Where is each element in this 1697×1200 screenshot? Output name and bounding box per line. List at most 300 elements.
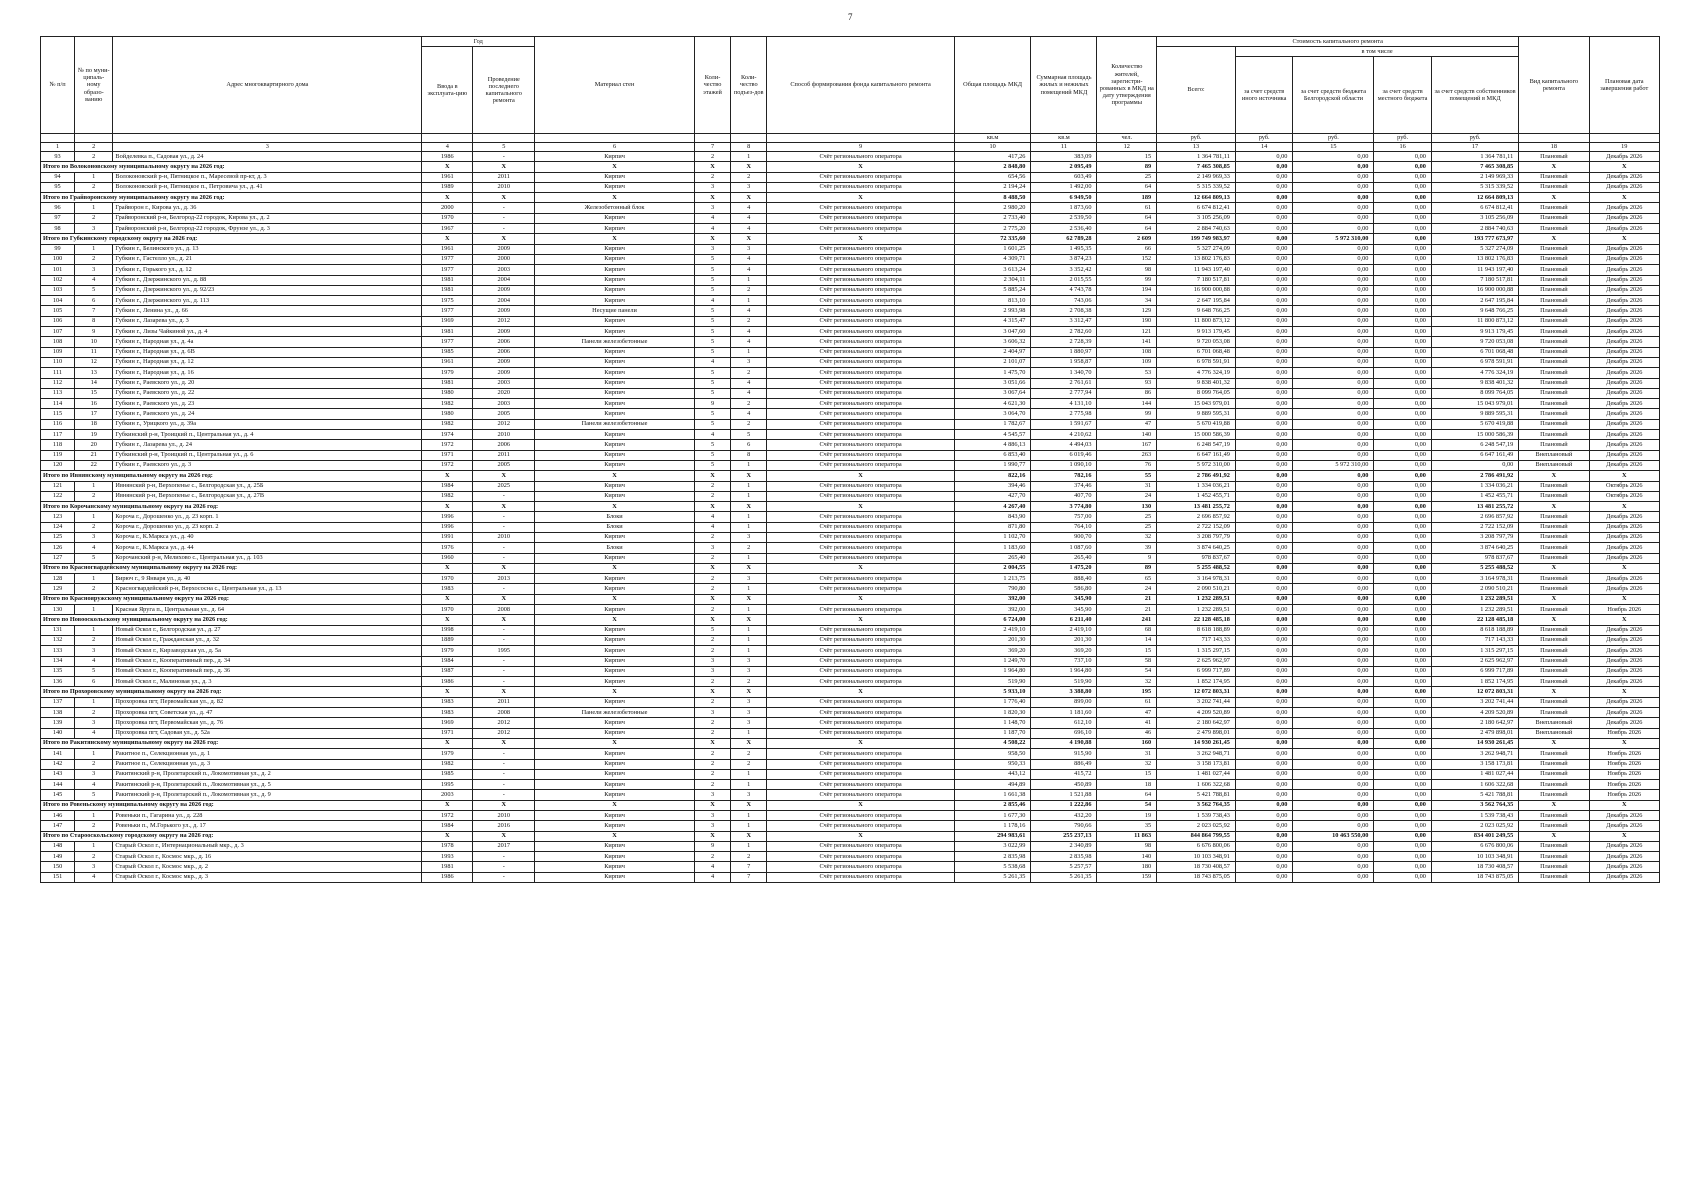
table-cell: X <box>1519 563 1589 573</box>
table-cell: 0,00 <box>1374 254 1432 264</box>
table-cell: 3 164 978,31 <box>1157 574 1236 584</box>
table-cell: 586,80 <box>1031 584 1097 594</box>
table-cell: X <box>767 594 954 604</box>
table-cell: 9 720 053,08 <box>1157 337 1236 347</box>
subtotal-row <box>41 193 1660 203</box>
table-cell: 0,00 <box>1374 347 1432 357</box>
header-cell: Ввода в эксплуата-цию <box>422 47 473 134</box>
table-row <box>41 759 1660 769</box>
table-cell: 2 <box>731 543 767 553</box>
address-cell: Прохоровка пгт, Советская ул., д. 47 <box>113 708 422 718</box>
table-cell: 2 777,94 <box>1031 388 1097 398</box>
table-cell: 4 545,57 <box>954 430 1031 440</box>
table-cell: X <box>473 162 535 172</box>
table-cell: 2 <box>694 749 730 759</box>
table-cell: 4 776 324,19 <box>1157 368 1236 378</box>
table-cell: 2010 <box>473 532 535 542</box>
col-number: 8 <box>731 143 767 152</box>
table-cell: 1 539 738,43 <box>1157 811 1236 821</box>
table-cell: 4 <box>75 543 113 553</box>
table-cell: Кирпич <box>535 728 695 738</box>
table-cell: 1977 <box>422 265 473 275</box>
table-cell: 9 <box>1097 553 1157 563</box>
table-cell: 9 <box>75 327 113 337</box>
table-cell: 3 105 256,09 <box>1431 213 1518 223</box>
table-row <box>41 852 1660 862</box>
table-cell: 5 <box>694 460 730 470</box>
table-cell: 0,00 <box>1235 275 1293 285</box>
table-cell: Счёт регионального оператора <box>767 635 954 645</box>
table-cell: 0,00 <box>1374 357 1432 367</box>
table-cell: 0,00 <box>1374 553 1432 563</box>
table-cell: 0,00 <box>1235 430 1293 440</box>
table-cell: 15 043 979,01 <box>1157 399 1236 409</box>
table-cell: 0,00 <box>1235 852 1293 862</box>
table-cell: - <box>473 749 535 759</box>
table-cell: 0,00 <box>1293 512 1374 522</box>
table-cell: 11 800 873,12 <box>1431 316 1518 326</box>
table-cell: 9 913 179,45 <box>1431 327 1518 337</box>
table-cell: 1987 <box>422 666 473 676</box>
table-row <box>41 656 1660 666</box>
table-cell: X <box>1589 615 1659 625</box>
table-cell: Кирпич <box>535 553 695 563</box>
address-cell: Бирюч г., 9 Января ул., д. 40 <box>113 574 422 584</box>
table-cell: X <box>422 615 473 625</box>
table-cell: Счёт регионального оператора <box>767 656 954 666</box>
table-cell: 8 099 764,05 <box>1157 388 1236 398</box>
table-cell: 1 087,60 <box>1031 543 1097 553</box>
table-cell: X <box>731 193 767 203</box>
table-cell: Счёт регионального оператора <box>767 430 954 440</box>
table-cell: 6 <box>731 440 767 450</box>
table-cell: 0,00 <box>1374 440 1432 450</box>
address-cell: Губкин г., Раевского ул., д. 23 <box>113 399 422 409</box>
table-cell: 0,00 <box>1235 677 1293 687</box>
table-cell: 0,00 <box>1374 152 1432 162</box>
table-cell: 5 <box>731 430 767 440</box>
table-cell: 7 465 308,85 <box>1431 162 1518 172</box>
table-cell: 950,33 <box>954 759 1031 769</box>
table-cell: 3 774,80 <box>1031 502 1097 512</box>
table-cell: 3 <box>694 708 730 718</box>
table-cell: 1989 <box>422 182 473 192</box>
table-cell: 0,00 <box>1293 635 1374 645</box>
table-cell: 1985 <box>422 769 473 779</box>
table-cell: 139 <box>41 718 75 728</box>
header-cell: Стоимость капитального ремонта <box>1157 37 1519 47</box>
table-cell: 64 <box>1097 224 1157 234</box>
table-cell: Счёт регионального оператора <box>767 368 954 378</box>
table-cell: X <box>473 831 535 841</box>
table-cell: 0,00 <box>1374 728 1432 738</box>
table-cell: 978 837,67 <box>1431 553 1518 563</box>
table-cell: Кирпич <box>535 285 695 295</box>
table-cell: 131 <box>41 625 75 635</box>
table-cell: 0,00 <box>1293 481 1374 491</box>
address-cell: Губкин г., Раевского ул., д. 3 <box>113 460 422 470</box>
table-cell: 2012 <box>473 419 535 429</box>
table-cell: Плановый <box>1519 203 1589 213</box>
table-cell: 737,10 <box>1031 656 1097 666</box>
table-cell: 152 <box>1097 254 1157 264</box>
table-cell: 2 536,40 <box>1031 224 1097 234</box>
table-cell: 66 <box>1097 244 1157 254</box>
table-cell: 10 103 348,91 <box>1157 852 1236 862</box>
table-cell: 4 <box>694 522 730 532</box>
table-cell: 4 <box>694 430 730 440</box>
table-cell: 0,00 <box>1293 532 1374 542</box>
table-cell: 14 <box>1097 635 1157 645</box>
table-cell: 1 <box>75 512 113 522</box>
table-cell: Кирпич <box>535 769 695 779</box>
table-cell: X <box>694 831 730 841</box>
table-cell: 2005 <box>473 460 535 470</box>
table-cell: Декабрь 2026 <box>1589 574 1659 584</box>
table-cell: X <box>1589 687 1659 697</box>
table-cell: 0,00 <box>1374 800 1432 810</box>
table-cell: 265,40 <box>954 553 1031 563</box>
table-cell: 1991 <box>422 532 473 542</box>
header-cell: Количество жителей, зарегистри-рованных в МКД на дату утверждения программы <box>1097 37 1157 134</box>
table-cell: 2009 <box>473 368 535 378</box>
table-cell: 3 <box>694 811 730 821</box>
table-cell: 130 <box>1097 502 1157 512</box>
table-cell: X <box>473 738 535 748</box>
table-cell: Плановый <box>1519 811 1589 821</box>
table-cell: 407,70 <box>1031 491 1097 501</box>
table-cell: 0,00 <box>1374 769 1432 779</box>
table-row <box>41 728 1660 738</box>
table-cell: 2005 <box>473 409 535 419</box>
header-cell: Год <box>422 37 535 47</box>
table-cell: 764,10 <box>1031 522 1097 532</box>
table-cell: 0,00 <box>1293 203 1374 213</box>
table-cell: 3 613,24 <box>954 265 1031 275</box>
table-cell: 1 606 322,68 <box>1157 780 1236 790</box>
table-cell: 0,00 <box>1293 409 1374 419</box>
table-cell: 1 820,30 <box>954 708 1031 718</box>
table-cell: 10 103 348,91 <box>1431 852 1518 862</box>
table-cell: X <box>694 687 730 697</box>
table-cell: 3 022,99 <box>954 841 1031 851</box>
table-cell: 25 <box>1097 512 1157 522</box>
table-cell: Плановый <box>1519 481 1589 491</box>
table-cell: 2 <box>731 316 767 326</box>
table-row <box>41 213 1660 223</box>
table-cell: 6 248 547,19 <box>1157 440 1236 450</box>
address-cell: Прохоровка пгт, Первомайская ул., д. 82 <box>113 697 422 707</box>
table-cell: 4 131,10 <box>1031 399 1097 409</box>
table-cell: 0,00 <box>1293 244 1374 254</box>
table-row <box>41 182 1660 192</box>
table-cell: 2 <box>694 728 730 738</box>
table-cell: 1975 <box>422 296 473 306</box>
table-cell: X <box>473 234 535 244</box>
table-cell: 54 <box>1097 800 1157 810</box>
table-cell: Плановый <box>1519 872 1589 882</box>
table-cell: Плановый <box>1519 677 1589 687</box>
table-row <box>41 203 1660 213</box>
table-cell: 2 993,98 <box>954 306 1031 316</box>
address-cell: Короча г., Дорошенко ул., д. 23 корп. 2 <box>113 522 422 532</box>
table-cell: X <box>535 615 695 625</box>
table-cell: 21 <box>1097 594 1157 604</box>
table-cell: 86 <box>1097 388 1157 398</box>
table-cell: Кирпич <box>535 378 695 388</box>
table-cell: 0,00 <box>1374 646 1432 656</box>
table-cell: 5 <box>694 419 730 429</box>
header-cell: Материал стен <box>535 37 695 134</box>
subtotal-label: Итого по Губкинскому городскому округу на 2026 год: <box>41 234 422 244</box>
table-cell: 871,80 <box>954 522 1031 532</box>
subtotal-label: Итого по Старооскольскому городскому округу на 2026 год: <box>41 831 422 841</box>
table-cell: 5 <box>694 327 730 337</box>
table-cell: Плановый <box>1519 491 1589 501</box>
table-cell: 19 <box>75 430 113 440</box>
table-cell: 140 <box>1097 852 1157 862</box>
address-cell: Губкинский р-н, Троицкий п., Центральная ул., д. 6 <box>113 450 422 460</box>
table-cell: Декабрь 2026 <box>1589 584 1659 594</box>
table-cell: 2 <box>731 749 767 759</box>
table-cell: Плановый <box>1519 285 1589 295</box>
table-cell: 2 <box>694 852 730 862</box>
table-cell: 121 <box>41 481 75 491</box>
table-cell: 15 000 586,39 <box>1431 430 1518 440</box>
table-cell: 1983 <box>422 697 473 707</box>
unit-cell: руб. <box>1235 134 1293 143</box>
table-cell: Кирпич <box>535 584 695 594</box>
header-cell: за счет средств бюджета Белгородской области <box>1293 57 1374 134</box>
col-number: 6 <box>535 143 695 152</box>
table-row <box>41 718 1660 728</box>
table-cell: 0,00 <box>1374 193 1432 203</box>
table-cell: 2003 <box>422 790 473 800</box>
table-cell: 11 800 873,12 <box>1157 316 1236 326</box>
subtotal-label: Итого по Ивнянскому муниципальному округу на 2026 год: <box>41 471 422 481</box>
table-cell: 1961 <box>422 244 473 254</box>
table-cell: 0,00 <box>1235 553 1293 563</box>
table-cell: 0,00 <box>1293 708 1374 718</box>
table-cell: 0,00 <box>1293 738 1374 748</box>
col-number: 9 <box>767 143 954 152</box>
table-cell: 2012 <box>473 316 535 326</box>
table-cell: X <box>694 471 730 481</box>
table-cell: 15 <box>1097 769 1157 779</box>
table-cell: 1 964,80 <box>954 666 1031 676</box>
table-cell: Кирпич <box>535 491 695 501</box>
table-cell: X <box>767 831 954 841</box>
table-cell: Декабрь 2026 <box>1589 460 1659 470</box>
table-cell: 5 <box>694 450 730 460</box>
table-cell: 3 <box>75 265 113 275</box>
table-cell: 3 202 741,44 <box>1431 697 1518 707</box>
table-cell: 1 776,40 <box>954 697 1031 707</box>
table-cell: 2 194,24 <box>954 182 1031 192</box>
table-cell: 9 838 401,32 <box>1431 378 1518 388</box>
table-cell: 9 <box>694 399 730 409</box>
address-cell: Короча г., К.Маркса ул., д. 44 <box>113 543 422 553</box>
table-cell: 4 <box>75 780 113 790</box>
table-cell: 2 625 962,97 <box>1157 656 1236 666</box>
table-cell: 1 852 174,95 <box>1157 677 1236 687</box>
table-cell: 0,00 <box>1293 296 1374 306</box>
table-cell: 150 <box>41 862 75 872</box>
table-cell: 1978 <box>422 841 473 851</box>
table-cell: 133 <box>41 646 75 656</box>
table-cell: Плановый <box>1519 532 1589 542</box>
subtotal-label: Итого по Ракитянскому муниципальному округу на 2026 год: <box>41 738 422 748</box>
table-cell: 3 <box>731 532 767 542</box>
table-cell: 0,00 <box>1235 512 1293 522</box>
subtotal-label: Итого по Красногвардейскому муниципальному округу на 2026 год: <box>41 563 422 573</box>
table-cell: 1 364 781,11 <box>1157 152 1236 162</box>
table-cell: 4 <box>694 862 730 872</box>
table-row <box>41 419 1660 429</box>
table-cell: 0,00 <box>1374 491 1432 501</box>
table-cell: X <box>1589 563 1659 573</box>
table-cell: 519,90 <box>1031 677 1097 687</box>
table-cell: 255 237,13 <box>1031 831 1097 841</box>
table-row <box>41 368 1660 378</box>
header-cell: Способ формирования фонда капитального ремонта <box>767 37 954 134</box>
table-cell: X <box>535 471 695 481</box>
table-cell: 109 <box>41 347 75 357</box>
table-cell: 1 <box>731 584 767 594</box>
table-cell: 0,00 <box>1374 738 1432 748</box>
table-cell: 0,00 <box>1235 656 1293 666</box>
table-cell: 0,00 <box>1374 471 1432 481</box>
table-cell: 2 <box>694 759 730 769</box>
address-cell: Старый Оскол г., Космос мкр., д. 16 <box>113 852 422 862</box>
table-cell: 1 181,60 <box>1031 708 1097 718</box>
table-cell: Плановый <box>1519 430 1589 440</box>
table-cell: 2 <box>694 152 730 162</box>
table-cell: 3 <box>75 862 113 872</box>
table-cell: - <box>473 213 535 223</box>
table-cell: 1 481 027,44 <box>1157 769 1236 779</box>
table-cell: 696,10 <box>1031 728 1097 738</box>
table-cell: 2010 <box>473 430 535 440</box>
table-cell: 834 401 249,55 <box>1431 831 1518 841</box>
table-cell: 1970 <box>422 213 473 223</box>
table-cell: 53 <box>1097 368 1157 378</box>
table-cell: 1 964,80 <box>1031 666 1097 676</box>
table-cell: 105 <box>41 306 75 316</box>
table-cell: 142 <box>41 759 75 769</box>
table-cell: Кирпич <box>535 677 695 687</box>
table-cell: Счёт регионального оператора <box>767 625 954 635</box>
table-cell: 0,00 <box>1293 584 1374 594</box>
table-cell: 888,40 <box>1031 574 1097 584</box>
table-cell: 717 143,33 <box>1157 635 1236 645</box>
table-cell: 3 562 764,35 <box>1431 800 1518 810</box>
table-cell: 2 095,49 <box>1031 162 1097 172</box>
table-cell: 1986 <box>422 677 473 687</box>
table-cell: 1984 <box>422 481 473 491</box>
subtotal-row <box>41 471 1660 481</box>
address-cell: Губкин г., Ленина ул., д. 66 <box>113 306 422 316</box>
table-cell: 1972 <box>422 460 473 470</box>
table-cell: 0,00 <box>1293 450 1374 460</box>
table-cell: 4 309,71 <box>954 254 1031 264</box>
table-row <box>41 388 1660 398</box>
table-cell: 98 <box>41 224 75 234</box>
table-cell: 22 <box>75 460 113 470</box>
table-cell: 58 <box>1097 656 1157 666</box>
table-cell: 4 <box>731 203 767 213</box>
table-cell: 0,00 <box>1293 553 1374 563</box>
table-cell: 0,00 <box>1293 522 1374 532</box>
table-cell: Декабрь 2026 <box>1589 430 1659 440</box>
table-cell: 2 479 898,01 <box>1157 728 1236 738</box>
table-cell: 0,00 <box>1293 800 1374 810</box>
table-cell: X <box>1519 234 1589 244</box>
table-cell: 0,00 <box>1374 275 1432 285</box>
address-cell: Старый Оскол г., Интернациональный мкр., д. 3 <box>113 841 422 851</box>
table-cell: 17 <box>75 409 113 419</box>
table-cell: Кирпич <box>535 646 695 656</box>
table-cell: 1 606 322,68 <box>1431 780 1518 790</box>
table-cell: Ноябрь 2026 <box>1589 790 1659 800</box>
table-cell: Декабрь 2026 <box>1589 275 1659 285</box>
table-cell: 6 701 068,48 <box>1157 347 1236 357</box>
table-cell: 4 <box>731 388 767 398</box>
table-cell: 2 <box>731 285 767 295</box>
table-cell: 2 149 969,33 <box>1431 172 1518 182</box>
table-cell: Ноябрь 2026 <box>1589 605 1659 615</box>
table-cell: 0,00 <box>1235 831 1293 841</box>
table-cell: 1 <box>75 172 113 182</box>
table-cell: Кирпич <box>535 718 695 728</box>
table-cell: 3 <box>75 532 113 542</box>
table-cell: 2 340,89 <box>1031 841 1097 851</box>
table-cell: 0,00 <box>1374 450 1432 460</box>
col-number: 16 <box>1374 143 1432 152</box>
table-cell: Кирпич <box>535 224 695 234</box>
table-cell: Плановый <box>1519 646 1589 656</box>
table-cell: Счёт регионального оператора <box>767 388 954 398</box>
table-cell: 0,00 <box>1235 244 1293 254</box>
table-cell: 612,10 <box>1031 718 1097 728</box>
table-cell: 129 <box>41 584 75 594</box>
table-cell: 3 <box>731 357 767 367</box>
table-row <box>41 399 1660 409</box>
table-cell: 1 <box>731 491 767 501</box>
table-cell: 0,00 <box>1293 182 1374 192</box>
table-cell: Плановый <box>1519 841 1589 851</box>
table-cell: - <box>473 543 535 553</box>
table-cell: 1982 <box>422 399 473 409</box>
subtotal-label: Итого по Волоконовскому муниципальному округу на 2026 год: <box>41 162 422 172</box>
table-cell: 1 364 781,11 <box>1431 152 1518 162</box>
table-cell: 1 <box>731 152 767 162</box>
table-cell: 2 <box>75 254 113 264</box>
table-cell: Счёт регионального оператора <box>767 337 954 347</box>
address-cell: Старый Оскол г., Космос мкр., д. 2 <box>113 862 422 872</box>
table-cell: 0,00 <box>1374 615 1432 625</box>
table-cell: Декабрь 2026 <box>1589 327 1659 337</box>
table-cell: Кирпич <box>535 460 695 470</box>
table-cell: 2 835,98 <box>954 852 1031 862</box>
table-cell: 111 <box>41 368 75 378</box>
table-cell: X <box>694 800 730 810</box>
table-cell: Плановый <box>1519 224 1589 234</box>
table-cell: 0,00 <box>1374 749 1432 759</box>
table-cell: 18 730 408,57 <box>1157 862 1236 872</box>
table-cell: 2003 <box>473 265 535 275</box>
table-cell: 2 884 740,63 <box>1431 224 1518 234</box>
